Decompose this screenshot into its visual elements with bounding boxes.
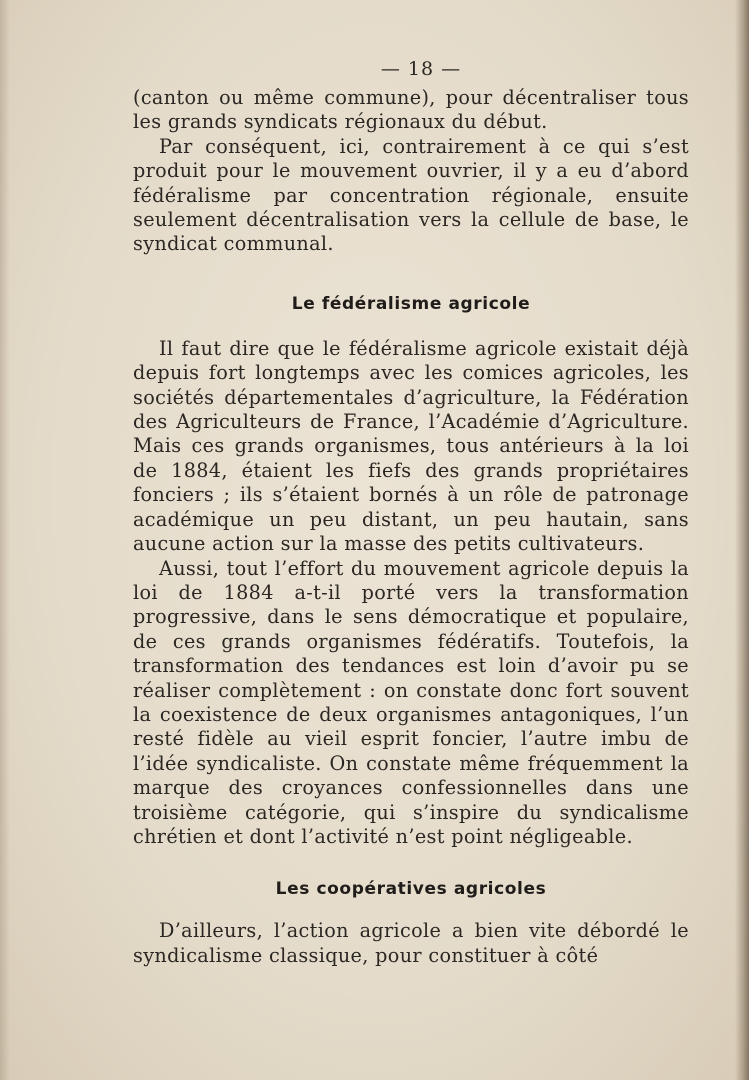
page-right-edge — [735, 0, 749, 1080]
page-number: — 18 — — [380, 58, 462, 80]
section-heading-federalisme: Le fédéralisme agricole — [291, 293, 531, 314]
paragraph-ailleurs: D’ailleurs, l’action agricole a bien vite débordé le syndicalisme classique, pour constituer à côté — [133, 919, 689, 967]
section-heading-cooperatives: Les coopératives agricoles — [275, 879, 547, 900]
paragraph-federalisme: Il faut dire que le fédéralisme agricole existait déjà depuis fort longtemps avec les comices agricoles, les sociétés départementales d’agriculture, la Fédération des Agriculteurs de France, l’Académie d’Agriculture. Mais ces grands organismes, tous antérieurs à la loi de 1884, étaient les fiefs des grands propriétaires fonciers ; ils s’étaient bornés à un rôle de patronage académique un peu distant, un peu hautain, sans aucune action sur la masse des petits cultivateurs. — [133, 336, 689, 556]
paragraph-aussi: Aussi, tout l’effort du mouvement agricole depuis la loi de 1884 a-t-il porté vers la transformation progressive, dans le sens démocratique et populaire, de ces grands organismes fédératifs. Toutefois, la transformation des tendances est loin d’avoir pu se réaliser complètement : on constate donc fort souvent la coexistence de deux organismes antagoniques, l’un resté fidèle au vieil esprit foncier, l’autre imbu de l’idée syndicaliste. On constate même fréquemment la marque des croyances confessionnelles dans une troisième catégorie, qui s’inspire du syndicalisme chrétien et dont l’activité n’est point négligeable. — [133, 556, 689, 848]
paragraph-par-consequent: Par conséquent, ici, contrairement à ce qui s’est produit pour le mouvement ouvrier, il y a eu d’abord fédéralisme par concentration régionale, ensuite seulement décentralisation vers la cellule de base, le syndicat communal. — [133, 134, 689, 256]
paragraph-continuation: (canton ou même commune), pour décentraliser tous les grands syndicats régionaux du début. — [133, 86, 689, 134]
book-page — [133, 58, 689, 968]
page-left-edge — [0, 0, 10, 1080]
